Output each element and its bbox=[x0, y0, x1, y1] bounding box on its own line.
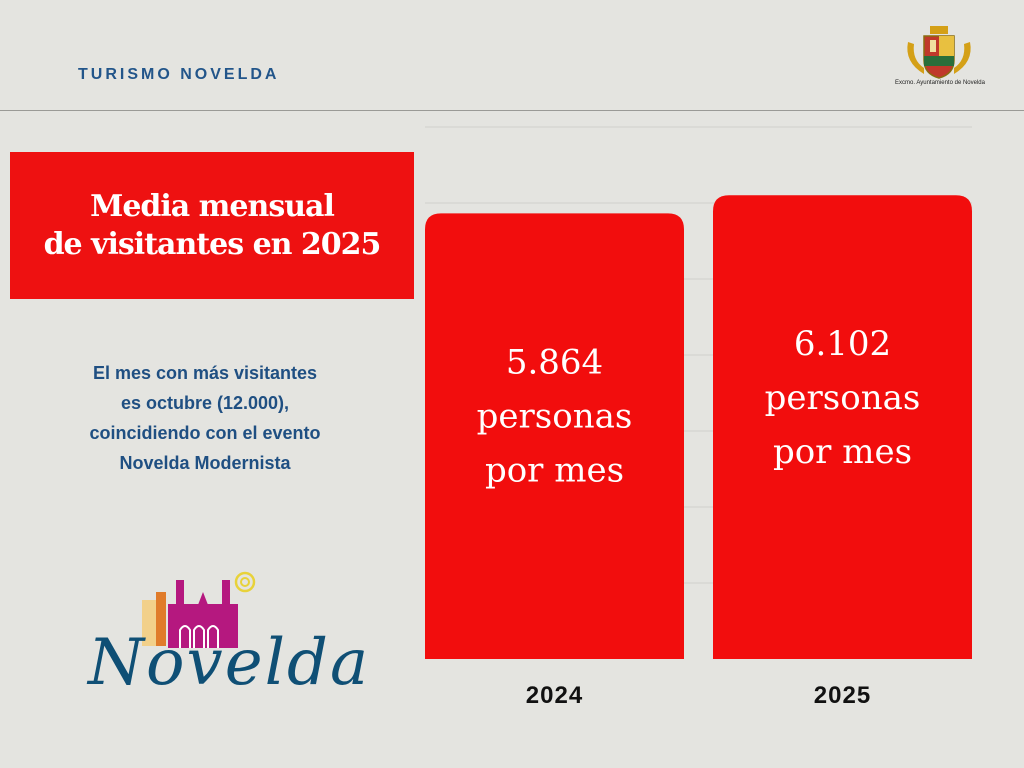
note-line-3: coincidiendo con el evento bbox=[89, 423, 321, 443]
data-label-2025-2: personas bbox=[764, 378, 921, 419]
note-line-1: El mes con más visitantes bbox=[92, 363, 318, 383]
coat-caption: Excmo. Ayuntamiento de Novelda bbox=[895, 80, 985, 86]
note-line-4: Novelda Modernista bbox=[119, 453, 291, 473]
data-label-2024-3: por mes bbox=[484, 450, 625, 491]
chart-title-line-1: Media mensual bbox=[90, 188, 334, 224]
chart-bars bbox=[425, 195, 972, 709]
bar-2025 bbox=[713, 195, 972, 659]
data-label-2024-2: personas bbox=[476, 396, 633, 437]
data-label-2024-1: 5.864 bbox=[505, 342, 604, 383]
novelda-logo-text: Novelda bbox=[88, 626, 371, 700]
brand-title: TURISMO NOVELDA bbox=[78, 66, 280, 83]
data-label-2025-3: por mes bbox=[772, 432, 913, 473]
x-tick-label-2025: 2025 bbox=[813, 682, 872, 709]
chart-title-line-2: de visitantes en 2025 bbox=[43, 226, 381, 262]
x-tick-label-2024: 2024 bbox=[525, 682, 584, 709]
data-label-2025-1: 6.102 bbox=[793, 324, 892, 365]
note-line-2: es octubre (12.000), bbox=[120, 393, 290, 413]
